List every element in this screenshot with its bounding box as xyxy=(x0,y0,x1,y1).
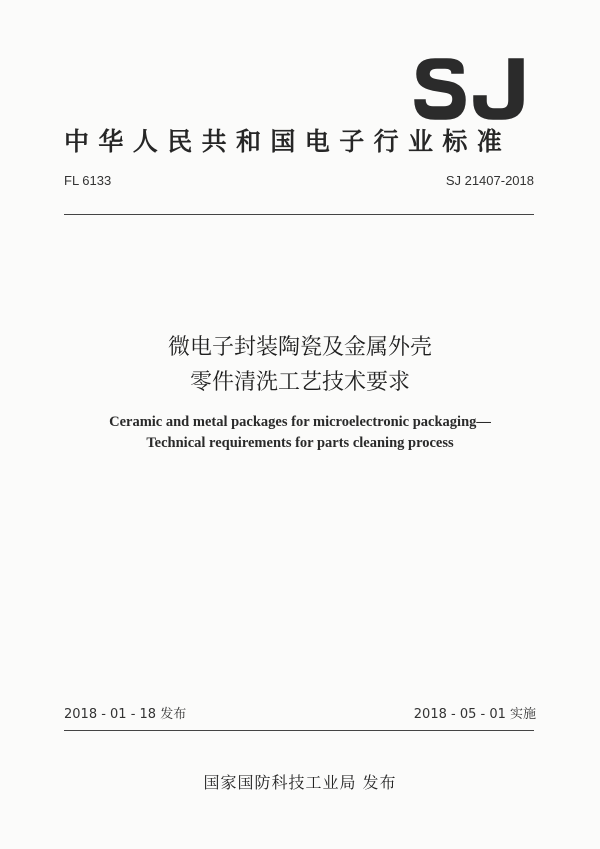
standard-type-title: 中华人民共和国电子行业标准 xyxy=(64,127,512,156)
chinese-title-line-1: 微电子封装陶瓷及金属外壳 xyxy=(167,335,432,360)
logo-letter-j xyxy=(474,59,523,119)
chinese-title-line-2: 零件清洗工艺技术要求 xyxy=(189,370,410,395)
standard-number: SJ 21407-2018 xyxy=(445,173,534,188)
classification-code: FL 6133 xyxy=(64,173,112,188)
issuing-authority: 国家国防科技工业局 发布 xyxy=(203,773,397,792)
sj-logo xyxy=(413,56,528,122)
issue-date: 2018 - 01 - 18 发布 xyxy=(64,707,187,722)
bottom-divider xyxy=(64,730,534,731)
top-divider xyxy=(64,214,534,215)
english-title-line-1: Ceramic and metal packages for microelectronic packaging— xyxy=(109,414,491,430)
implementation-date: 2018 - 05 - 01 实施 xyxy=(413,707,536,722)
english-title-line-2: Technical requirements for parts cleaning process xyxy=(146,435,454,451)
logo-letter-s xyxy=(415,59,465,119)
